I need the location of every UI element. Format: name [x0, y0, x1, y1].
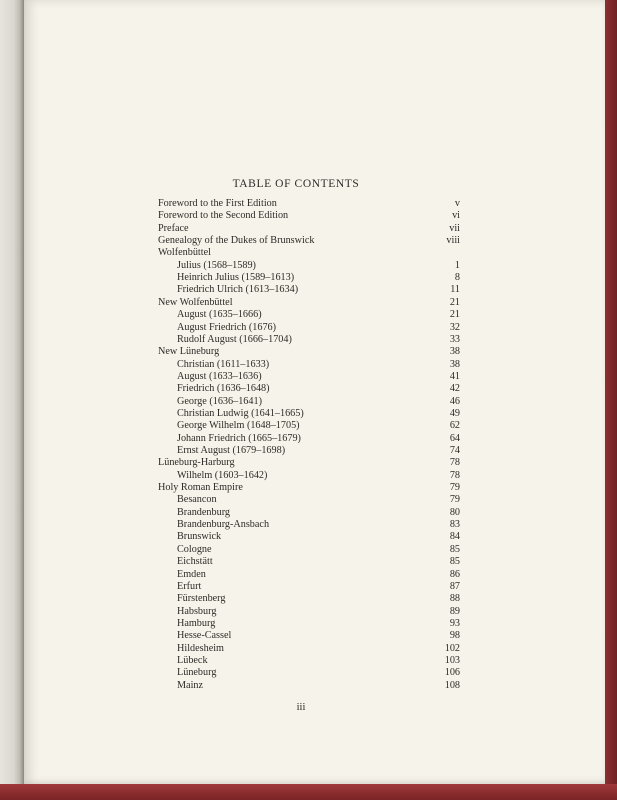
- toc-entry-title: Foreword to the Second Edition: [158, 210, 289, 222]
- toc-entry: [158, 457, 460, 469]
- toc-entry: [158, 667, 460, 679]
- toc-entry-page: 87: [449, 580, 460, 592]
- toc-entry: [158, 284, 460, 296]
- toc-entry: [158, 507, 460, 519]
- toc-entry: [158, 519, 460, 531]
- toc-entry: [158, 494, 460, 506]
- toc-entry: [158, 359, 460, 371]
- toc-entry-page: 49: [449, 407, 460, 419]
- toc-entry-page: 42: [449, 383, 460, 395]
- toc-entry-page: v: [454, 198, 460, 209]
- toc-entry: [158, 210, 460, 222]
- toc-entry-title: Lüneburg: [177, 667, 217, 679]
- toc-entry-title: Habsburg: [177, 605, 217, 617]
- toc-entry-title: Friedrich (1636–1648): [177, 383, 270, 395]
- toc-entry-title: Brandenburg: [177, 506, 231, 518]
- toc-entry-title: George Wilhelm (1648–1705): [177, 420, 300, 432]
- toc-entry: [158, 593, 460, 605]
- toc-entry-page: 85: [449, 556, 460, 568]
- book-page: [24, 0, 605, 784]
- toc-entry-page: 78: [449, 457, 460, 469]
- toc-entry: [158, 581, 460, 593]
- toc-entry-page: 21: [449, 296, 460, 308]
- toc-entry-page: 106: [444, 667, 460, 679]
- page-number: iii: [296, 702, 306, 713]
- toc-entry-page: 41: [449, 370, 460, 382]
- toc-entry: [158, 198, 460, 210]
- toc-entry-title: Christian (1611–1633): [177, 358, 270, 370]
- toc-entry: [158, 420, 460, 432]
- toc-entry-title: Brunswick: [177, 531, 222, 543]
- toc-entry-title: Mainz: [177, 679, 204, 691]
- toc-entry: [158, 606, 460, 618]
- toc-entry: [158, 445, 460, 457]
- toc-entry-page: 88: [449, 593, 460, 605]
- toc-entry-page: 38: [449, 358, 460, 370]
- toc-entry-page: 46: [449, 395, 460, 407]
- toc-entry-title: Johann Friedrich (1665–1679): [177, 432, 301, 444]
- toc-entry-title: Preface: [158, 222, 189, 234]
- toc-entry-title: August (1635–1666): [177, 309, 262, 321]
- toc-entry: [158, 544, 460, 556]
- book-cover-edge-bottom: [0, 784, 617, 800]
- toc-entry-page: 78: [449, 469, 460, 481]
- toc-entry-page: 84: [449, 531, 460, 543]
- toc-entry-title: Hamburg: [177, 617, 216, 629]
- toc-entry-title: Emden: [177, 568, 206, 580]
- toc-entry-page: vii: [449, 222, 460, 234]
- toc-entry-title: Rudolf August (1666–1704): [177, 333, 292, 345]
- toc-entry-title: Lüneburg-Harburg: [158, 457, 235, 469]
- toc-entry-page: 33: [449, 333, 460, 345]
- toc-entry-page: 1: [454, 259, 460, 271]
- toc-entry: [158, 482, 460, 494]
- toc-entry-page: 86: [449, 568, 460, 580]
- toc-entry: [158, 556, 460, 568]
- toc-entry: [158, 346, 460, 358]
- toc-entry-title: Wolfenbüttel: [158, 247, 211, 259]
- toc-entry-page: 89: [449, 605, 460, 617]
- toc-entry-page: 98: [449, 630, 460, 642]
- toc-entry: [158, 235, 460, 247]
- toc-entry: [158, 309, 460, 321]
- toc-entry: [158, 334, 460, 346]
- toc-entry: [158, 618, 460, 630]
- toc-entry-page: 103: [444, 654, 460, 666]
- toc-entry-page: 83: [449, 519, 460, 531]
- toc-entry-title: Brandenburg-Ansbach: [177, 519, 270, 531]
- toc-entry-title: Foreword to the First Edition: [158, 198, 277, 209]
- toc-entry-title: Hesse-Cassel: [177, 630, 232, 642]
- toc-heading: TABLE OF CONTENTS: [232, 178, 360, 190]
- toc-entry-page: viii: [446, 235, 460, 247]
- toc-entry-title: Friedrich Ulrich (1613–1634): [177, 284, 299, 296]
- toc-entry: [158, 247, 460, 259]
- toc-entry-title: August (1633–1636): [177, 370, 262, 382]
- toc-entry-title: Fürstenberg: [177, 593, 226, 605]
- toc-entry: [158, 297, 460, 309]
- book-cover-edge-right: [605, 0, 617, 800]
- toc-entry-title: Julius (1568–1589): [177, 259, 256, 271]
- toc-entry: [158, 433, 460, 445]
- toc-entry: [158, 408, 460, 420]
- toc-entry-title: Heinrich Julius (1589–1613): [177, 272, 295, 284]
- toc-entry: [158, 272, 460, 284]
- toc-entry-page: 11: [450, 284, 460, 296]
- toc-entry: [158, 569, 460, 581]
- toc-entry-page: 8: [454, 272, 460, 284]
- toc-entry-title: Lübeck: [177, 654, 208, 666]
- toc-entry-page: 32: [449, 321, 460, 333]
- toc-entry-page: 79: [449, 482, 460, 494]
- toc-entry: [158, 371, 460, 383]
- toc-entry-page: 85: [449, 543, 460, 555]
- toc-entry: [158, 630, 460, 642]
- toc-entry-title: Besancon: [177, 494, 217, 506]
- toc-entry-page: vi: [452, 210, 460, 222]
- toc-entry: [158, 531, 460, 543]
- toc-entry: [158, 383, 460, 395]
- toc-entry: [158, 655, 460, 667]
- toc-entry: [158, 322, 460, 334]
- toc-entry-title: Erfurt: [177, 580, 202, 592]
- toc-entry-page: 64: [449, 432, 460, 444]
- toc-entry-title: Eichstätt: [177, 556, 213, 568]
- toc-entry-title: Hildesheim: [177, 642, 224, 654]
- toc-entry: [158, 470, 460, 482]
- toc-entry: [158, 260, 460, 272]
- toc-entry-page: 93: [449, 617, 460, 629]
- toc-entry-title: George (1636–1641): [177, 395, 262, 407]
- toc-entry-title: New Wolfenbüttel: [158, 296, 233, 308]
- toc-entry-page: 108: [444, 679, 460, 691]
- toc-entry-page: 102: [444, 642, 460, 654]
- toc-entry-title: Holy Roman Empire: [158, 482, 243, 494]
- toc-entry-page: 21: [449, 309, 460, 321]
- book-gutter: [0, 0, 24, 800]
- toc-entry: [158, 223, 460, 235]
- toc-entry: [158, 643, 460, 655]
- toc-entry-page: 79: [449, 494, 460, 506]
- toc-entry-title: Wilhelm (1603–1642): [177, 469, 268, 481]
- toc-entry-title: Ernst August (1679–1698): [177, 445, 286, 456]
- toc-entry-page: 38: [449, 346, 460, 358]
- toc-entry-title: Genealogy of the Dukes of Brunswick: [158, 235, 315, 247]
- toc-entry-title: August Friedrich (1676): [177, 321, 277, 333]
- toc-entry-page: 80: [449, 506, 460, 518]
- toc-entry-page: 74: [449, 445, 460, 456]
- toc-entry: [158, 680, 460, 692]
- toc-entry-title: New Lüneburg: [158, 346, 220, 358]
- toc-entry-title: Cologne: [177, 543, 212, 555]
- toc-entry-page: 62: [449, 420, 460, 432]
- toc-entry-title: Christian Ludwig (1641–1665): [177, 407, 304, 419]
- toc-entry: [158, 396, 460, 408]
